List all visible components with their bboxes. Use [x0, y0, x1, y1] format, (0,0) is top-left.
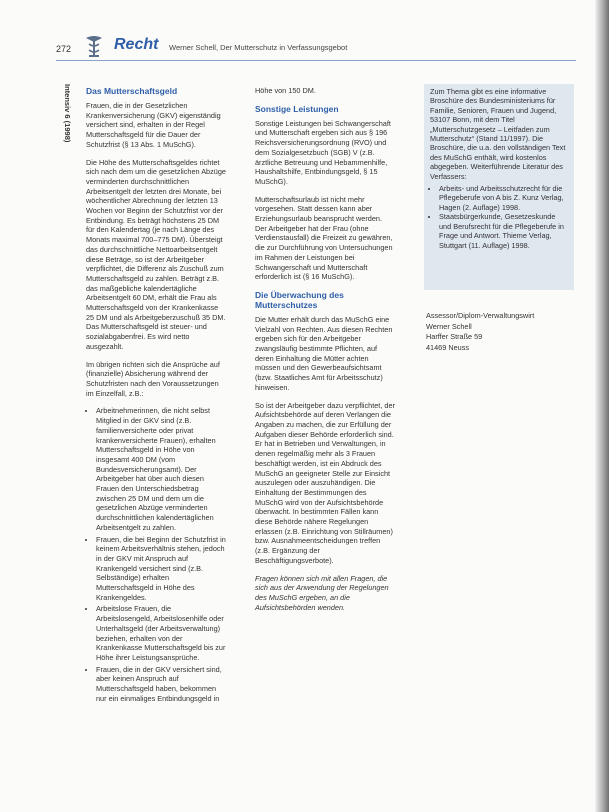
paragraph: Sonstige Leistungen bei Schwangerschaft und Mutterschaft ergeben sich aus § 196 Reichsversicherungsordnung (RVO) und dem Sozialgesetzbuch (SGB) V (z.B. ärztliche Betreuung und Hebammenhilfe, Haushaltshilfe, Entbindungsgeld, § 15 MuSchG).: [255, 118, 391, 186]
address-line: Harffer Straße 59: [426, 332, 483, 341]
journal-side-label: Intensiv 6 (1998): [63, 84, 72, 143]
address-line: 41469 Neuss: [426, 342, 470, 352]
paragraph: Mutterschaftsurlaub ist nicht mehr vorgesehen. Statt dessen kann aber Erziehungsurlaub beansprucht werden. Der Arbeitgeber hat der Frau (ohne Verdienstausfall) die Freizeit zu gewähren, die zur Durchführung von Untersuchungen im Rahmen der Leistungen bei Schwangerschaft und Mutterschaft erforderlich ist (§ 16 MuSchG).: [255, 194, 393, 282]
heading-sonstige-leistungen: Sonstige Leistungen: [255, 103, 339, 114]
literature-item: • Staatsbürgerkunde, Gesetzeskunde und Berufsrecht für die Pflegeberufe in Frage und Antwort. Thieme Verlag, Stuttgart (11. Auflage) 1998.: [439, 212, 568, 250]
author-address: [426, 311, 576, 353]
literature-list: [430, 184, 568, 250]
list-item: • Frauen, die bei Beginn der Schutzfrist in keinem Arbeitsverhältnis stehen, jedoch in der GKV mit Anspruch auf Krankengeld versichert sind (z.B. Selbständige) erhalten Mutterschaftsgeld in Höhe des Krankengeldes.: [96, 535, 228, 603]
conditions-list: [86, 406, 228, 703]
heading-ueberwachung: Die Überwachung des Mutterschutzes: [255, 289, 344, 310]
address-line: Werner Schell: [426, 321, 472, 331]
paragraph: Die Mutter erhält durch das MuSchG eine Vielzahl von Rechten. Aus diesen Rechten ergeben sich für den Arbeitgeber zwangsläufig bestimmte Pflichten, auf deren Einhaltung die Mütter achten müssen und den Gewerbeaufsichtsamt (bzw. Staatliches Amt für Arbeitsschutz) hinweisen.: [255, 314, 393, 392]
paragraph: Im übrigen richten sich die Ansprüche auf (finanzielle) Absicherung während der Schutzfristen nach den Voraussetzungen im Einzelfall, z.B.:: [86, 359, 220, 398]
paragraph: Frauen, die in der Gesetzlichen Krankenversicherung (GKV) eigenständig versichert sind, erhalten in der Regel Mutterschaftsgeld für die Dauer der Schutzfrist (§ 13 Abs. 1 MuSchG).: [86, 101, 221, 149]
page-number: 272: [56, 44, 72, 54]
scan-edge-shadow: [595, 0, 609, 812]
list-item: • Arbeitslose Frauen, die Arbeitslosengeld, Arbeitslosenhilfe oder Unterhaltsgeld (der Arbeitsverwaltung) beziehen, erhalten von der Krankenkasse Mutterschaftsgeld bis zur Höhe ihrer Leistungsansprüche.: [96, 604, 228, 662]
continuation-text: Höhe von 150 DM.: [255, 86, 316, 95]
paragraph: Die Höhe des Mutterschaftsgeldes richtet sich nach dem um die gesetzlichen Abzüge verminderten durchschnittlichen Arbeitsentgelt der letzten drei Monate, bei wöchentlicher Abrechnung der letzten 13 Wochen vor Beginn der Schutzfrist vor der Entbindung. Es beträgt höchstens 25 DM für den Kalendertag (je nach Länge des Monats maximal 700–775 DM). Übersteigt das durchschnittliche Nettoarbeitsentgelt diese Beträge, so ist der Arbeitgeber verpflichtet, die Differenz als Zuschuß zum Mutterschaftsgeld zu zahlen. Beträgt z.B. das maßgebliche kalendertägliche Arbeitsentgelt 60 DM, erhält die Frau als Mutterschaftsgeld von der Krankenkasse 25 DM und als Arbeitgeberzuschuß 35 DM. Das Mutterschaftsgeld ist steuer- und sozialabgabenfrei. Es wird netto ausgezahlt.: [86, 157, 226, 351]
list-item: • Arbeitnehmerinnen, die nicht selbst Mitglied in der GKV sind (z.B. familienversicherte oder privat krankenversicherte Frauen), erhalten Mutterschaftsgeld in Höhe von insgesamt 400 DM (vom Bundesversicherungsamt). Der Arbeitgeber hat über auch diesen Frauen den Unterschiedsbetrag zwischen 25 DM und dem um die gesetzlichen Abzüge verminderten durchschnittlichen kalendertäglichen Arbeitsentgelt zu zahlen.: [96, 406, 228, 532]
info-box: [424, 84, 574, 290]
left-column: [86, 86, 228, 711]
address-line: Assessor/Diplom-Verwaltungswirt: [426, 311, 535, 320]
page-header: [56, 34, 576, 60]
caduceus-logo-icon: [83, 34, 105, 58]
header-divider: [56, 60, 576, 61]
info-box-intro: Zum Thema gibt es eine informative Broschüre des Bundesministeriums für Familie, Senioren, Frauen und Jugend, 53107 Bonn, mit dem Titel „Mutterschutzgesetz – Leitfaden zum Mutterschutz“ (Stand 11/1997). Die Broschüre, die u.a. den vollständigen Text des MuSchG enthält, wird kostenlos abgegeben. Weiterführende Literatur des Verfassers:: [430, 87, 566, 181]
heading-mutterschaftsgeld: Das Mutterschaftsgeld: [86, 86, 178, 96]
middle-column: [255, 86, 395, 620]
paragraph: Fragen können sich mit allen Fragen, die sich aus der Anwendung der Regelungen des MuSchG ergeben, an die Aufsichtsbehörden wenden.: [255, 573, 389, 612]
paragraph: So ist der Arbeitgeber dazu verpflichtet, der Aufsichtsbehörde auf deren Verlangen die Angaben zu machen, die zur Erfüllung der Aufgaben dieser Behörde erforderlich sind. Er hat in Betrieben und Verwaltungen, in denen regelmäßig mehr als 3 Frauen beschäftigt werden, ist ein Abdruck des MuSchG an geeigneter Stelle zur Einsicht auszulegen oder auszuhändigen. Die Einhaltung der Bestimmungen des MuSchG wird von der Aufsichtsbehörde überwacht. In bestimmten Fällen kann diese Behörde nähere Regelungen erlassen (z.B. Einrichtung von Stillräumen) bzw. Ausnahmeentscheidungen treffen (z.B. Ergänzung der Beschäftigungsverbote).: [255, 400, 395, 565]
list-item: • Frauen, die in der GKV versichert sind, aber keinen Anspruch auf Mutterschaftsgeld haben, bekommen nur ein einmaliges Entbindungsgeld in: [96, 665, 228, 704]
section-title: Recht: [114, 36, 159, 53]
article-subtitle: Werner Schell, Der Mutterschutz in Verfassungsgebot: [169, 43, 348, 52]
literature-item: • Arbeits- und Arbeitsschutzrecht für die Pflegeberufe von A bis Z. Kunz Verlag, Hagen (2. Auflage) 1998.: [439, 184, 568, 212]
